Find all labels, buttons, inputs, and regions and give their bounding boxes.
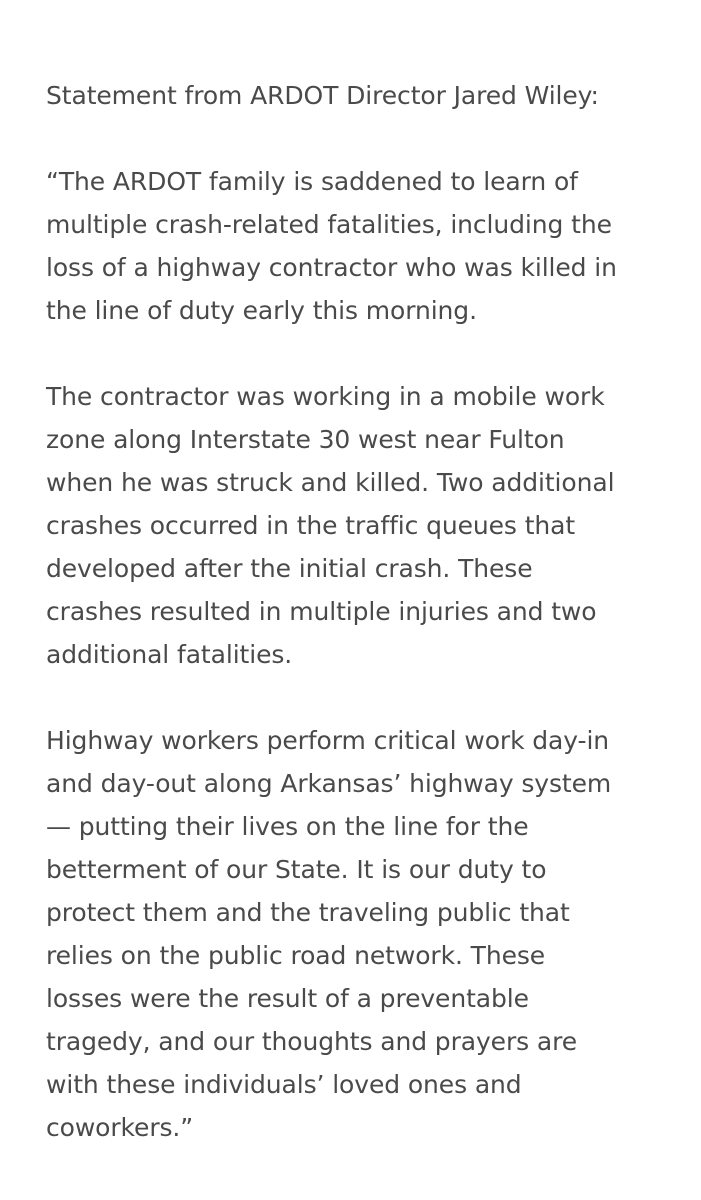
paragraph-line: developed after the initial crash. These	[46, 554, 533, 583]
paragraph-2	[46, 375, 676, 676]
paragraph-line: The contractor was working in a mobile work	[46, 382, 605, 411]
paragraph-line: multiple crash-related fatalities, including the	[46, 210, 612, 239]
paragraph-line: zone along Interstate 30 west near Fulton	[46, 425, 565, 454]
paragraph-line: betterment of our State. It is our duty to	[46, 855, 547, 884]
statement-note	[46, 74, 676, 1149]
paragraph-line: — putting their lives on the line for the	[46, 812, 529, 841]
paragraph-line: relies on the public road network. These	[46, 941, 546, 970]
paragraph-line: and day-out along Arkansas’ highway system	[46, 769, 612, 798]
paragraph-line: with these individuals’ loved ones and	[46, 1070, 522, 1099]
paragraph-line: the line of duty early this morning.	[46, 296, 477, 325]
paragraph-line: Highway workers perform critical work day-in	[46, 726, 610, 755]
paragraph-line: loss of a highway contractor who was killed in	[46, 253, 617, 282]
paragraph-3	[46, 719, 676, 1149]
paragraph-line: losses were the result of a preventable	[46, 984, 529, 1013]
paragraph-line: tragedy, and our thoughts and prayers are	[46, 1027, 578, 1056]
paragraph-1	[46, 160, 676, 332]
paragraph-line: crashes occurred in the traffic queues that	[46, 511, 576, 540]
paragraph-line: coworkers.”	[46, 1113, 194, 1142]
paragraph-line: when he was struck and killed. Two additional	[46, 468, 615, 497]
paragraph-line: “The ARDOT family is saddened to learn of	[46, 167, 578, 196]
paragraph-line: crashes resulted in multiple injuries and two	[46, 597, 597, 626]
statement-heading: Statement from ARDOT Director Jared Wiley:	[46, 81, 599, 110]
paragraph-line: additional fatalities.	[46, 640, 293, 669]
paragraph-line: protect them and the traveling public that	[46, 898, 570, 927]
